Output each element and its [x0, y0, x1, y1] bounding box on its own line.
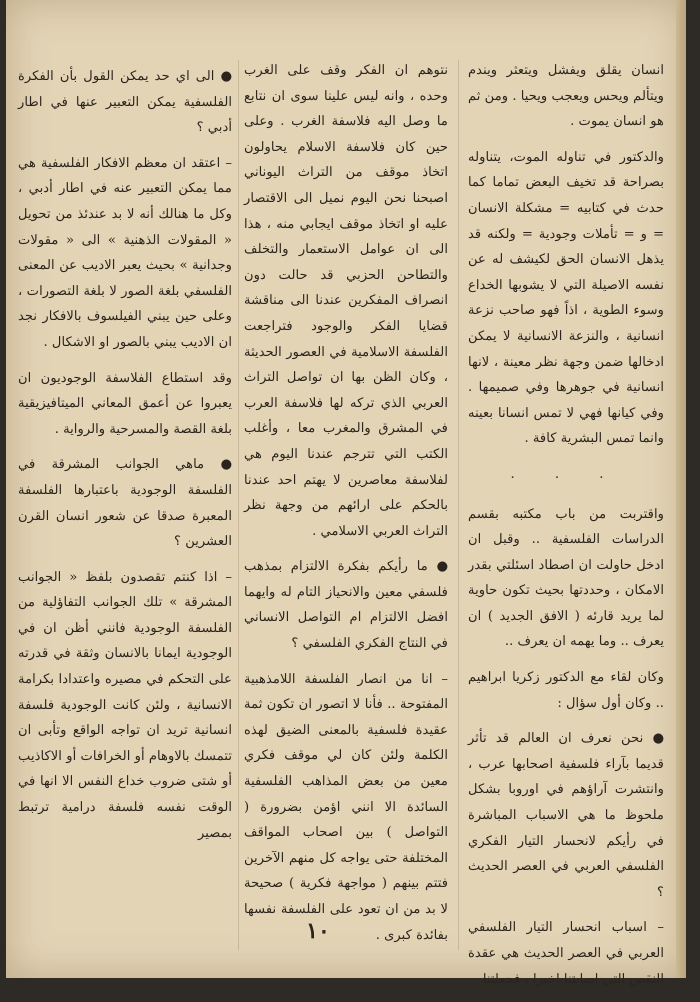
- section-separator: . . .: [510, 466, 622, 482]
- interview-answer: – اسباب انحسار التيار الفلسفي العربي في العصر الحديث هي عقدة النقص التي اصابتنا اخيرا ، فجعلتنا: [468, 920, 664, 987]
- interview-question: ● ما رأيكم بفكرة الالتزام بمذهب فلسفي معين والانحياز التام له وايهما افضل الالتزام ام التواصل الانساني في النتاج الفكري الفلسفي ؟: [244, 559, 448, 652]
- paragraph: والدكتور في تناوله الموت، يتناوله بصراحة قد تخيف البعض تماما كما حدث في كتابيه = مشكلة الانسان = و = تأملات وجودية = ولكنه قد يذهل الانسان الحق لكيشف له عن نفسه الاصيلة التي لا يشوبها الخداع وسوء الطوية ، اذاً فهو صاحب نزعة انسانية ، والنزعة الانسانية لا يمكن ادخالها ضمن وجهة نظر معينة ، لانها انسانية في جوهرها وفي صميمها . وفي كيانها فهي لا تمس انسانا بعينه وانما تمس البشرية كافة .: [468, 149, 664, 447]
- interview-question: ● الى اي حد يمكن القول بأن الفكرة الفلسفية يمكن التعبير عنها في اطار أدبي ؟: [18, 69, 232, 136]
- page-binding-edge: [676, 0, 686, 978]
- paragraph: وكان لقاء مع الدكتور زكريا ابراهيم .. وكان أول سؤال :: [468, 670, 664, 711]
- interview-answer: – اذا كنتم تقصدون بلفظ « الجوانب المشرقة » تلك الجوانب التفاؤلية من الفلسفة الوجودية فانني أظن ان في الوجودية ايمانا بالانسان وثقة في قدرته على التحكم في مصيره واعتدادا بكرامة الانسانية ، ولئن كانت الوجودية فلسفة انسانية تريد ان تواجه الواقع وتأبى ان تتمسك بالاوهام أو الخرافات أو الاكاذيب أو شتى ضروب خداع النفس الا انها في الوقت نفسه فلسفة درامية ترتبط بمصير: [18, 569, 232, 841]
- paragraph: واقتربت من باب مكتبه بقسم الدراسات الفلسفية .. وقبل ان ادخل حاولت ان اصطاد اسئلتي بقدر الامكان ، وحددتها بحيث تكون حاوية لما يريد قارئه ( الافق الجديد ) ان يعرف .. وما يهمه ان يعرف ..: [468, 506, 664, 650]
- text-column-left: [18, 64, 232, 856]
- text-column-middle: [244, 58, 448, 958]
- text-column-right: [468, 58, 664, 1002]
- column-divider: [238, 60, 239, 950]
- paragraph: انسان يقلق ويفشل ويتعثر ويندم ويتألم ويحس ويعجب ويحيا . ومن ثم هو انسان يموت .: [468, 63, 664, 130]
- page-number: ١٠: [306, 918, 330, 944]
- interview-question: ● نحن نعرف ان العالم قد تأثر قديما بآراء فلسفية اصحابها عرب ، وانتشرت آراؤهم في اوروبا بشكل ملحوظ ما هي الاسباب المباشرة في رأيكم لانحسار التيار الفكري الفلسفي العربي في العصر الحديث ؟: [468, 731, 664, 900]
- interview-question: ● ماهي الجوانب المشرقة في الفلسفة الوجودية باعتبارها الفلسفة المعبرة صدقا عن شعور انسان القرن العشرين ؟: [18, 457, 232, 550]
- interview-answer: – انا من انصار الفلسفة اللامذهبية المفتوحة .. فأنا لا اتصور ان تكون ثمة عقيدة فلسفية بالمعنى الضيق لهذه الكلمة ولئن كان لي موقف فكري معين من بعض المذاهب الفلسفية السائدة الا انني اؤمن بضرورة ( التواصل ) بين اصحاب المواقف المختلفة حتى يواجه كل منهم الآخرين فتتم بينهم ( مواجهة فكرية ) صحيحة لا بد من ان تعود على الفلسفة نفسها بفائدة كبرى .: [244, 671, 448, 943]
- magazine-page: [6, 0, 686, 987]
- interview-answer: نتوهم ان الفكر وقف على الغرب وحده ، وانه ليس علينا سوى ان نتابع ما وصل اليه فلاسفة الغرب . وعلى حين كان فلاسفة الاسلام يحاولون اتخاذ موقف من التراث اليوناني اصبحنا نحن اليوم نميل الى الاقتصار عليه او اتخاذ موقف ايجابي منه ، هذا الى ان عوامل الاستعمار والتخلف والتطاحن الحزبي قد حالت دون انصراف المفكرين عندنا الى مناقشة قضايا الفكر والوجود فتراجعت الفلسفة الاسلامية في العصور الحديثة ، وكان الظن بها ان تواصل التراث العربي الذي تركه لها فلاسفة العرب في المشرق والمغرب معا ، وأغلب الكتب التي تترجم عندنا اليوم هي لفلاسفة معاصرين لا يهتم احد عندنا بالحكم على ارائهم من وجهة نظر التراث العربي الاسلامي .: [244, 63, 448, 539]
- column-divider: [458, 60, 459, 950]
- interview-answer: – اعتقد ان معظم الافكار الفلسفية هي مما يمكن التعبير عنه في اطار أدبي ، وكل ما هنالك أنه لا بد عندئذ من تحويل « المقولات الذهنية » الى « مقولات وجدانية » بحيث يعبر الاديب عن المعنى الفلسفي بلغة الصور لا بلغة التصورات ، وعلى حين يبني الفيلسوف بالافكار نجد ان الاديب يبني بالصور او الاشكال .: [18, 155, 232, 350]
- paragraph: وقد استطاع الفلاسفة الوجوديون ان يعبروا عن أعمق المعاني الميتافيزيقية بلغة القصة والمسرحية والرواية .: [18, 370, 232, 437]
